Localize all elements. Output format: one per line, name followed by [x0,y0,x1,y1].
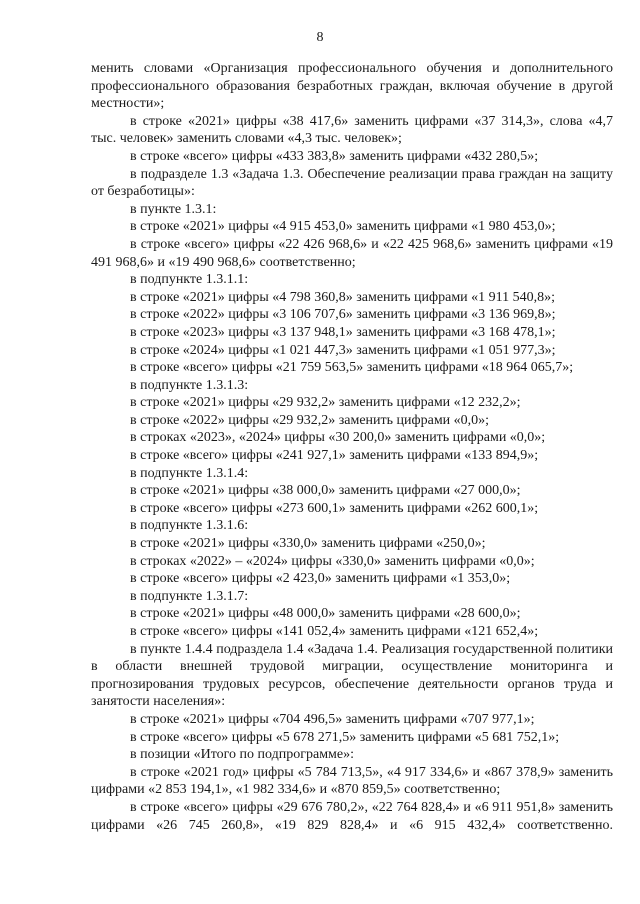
paragraph: в строке «2021» цифры «704 496,5» заменить цифрами «707 977,1»; [130,711,535,727]
paragraph: в подпункте 1.3.1.6: [130,518,249,534]
paragraph: в пункте 1.4.4 подраздела 1.4 «Задача 1.4. Реализация государственной политики в области внешней трудовой миграции, осуществление мониторинга и прогнозирования трудовых ресурсов, обеспечение деятельности органов труда и занятости населения»: [91,641,613,710]
paragraph: в строке «2021» цифры «4 915 453,0» заменить цифрами «1 980 453,0»; [130,219,556,235]
paragraph: в подпункте 1.3.1.3: [130,377,249,393]
paragraph: в подразделе 1.3 «Задача 1.3. Обеспечение реализации права граждан на защиту от безработицы»: [91,166,613,200]
paragraph: в строке «2024» цифры «1 021 447,3» заменить цифрами «1 051 977,3»; [130,342,556,358]
paragraph: в строке «2021 год» цифры «5 784 713,5», «4 917 334,6» и «867 378,9» заменить цифрами «2 853 194,1», «1 982 334,6» и «870 859,5» соответственно; [91,764,613,798]
paragraph: в строке «2022» цифры «3 106 707,6» заменить цифрами «3 136 969,8»; [130,307,556,323]
paragraph: в пункте 1.3.1: [130,201,217,217]
paragraph: в строке «всего» цифры «2 423,0» заменить цифрами «1 353,0»; [130,571,511,587]
paragraph: в строке «2021» цифры «48 000,0» заменить цифрами «28 600,0»; [130,606,521,622]
paragraph: в строках «2023», «2024» цифры «30 200,0» заменить цифрами «0,0»; [130,430,546,446]
paragraph: в строке «всего» цифры «21 759 563,5» заменить цифрами «18 964 065,7»; [130,360,574,376]
paragraph: в подпункте 1.3.1.1: [130,272,249,288]
page-number: 8 [316,30,324,45]
document-body [91,60,613,834]
paragraph: в строках «2022» – «2024» цифры «330,0» заменить цифрами «0,0»; [130,553,535,569]
paragraph: в подпункте 1.3.1.4: [130,465,249,481]
paragraph: в строке «всего» цифры «29 676 780,2», «22 764 828,4» и «6 911 951,8» заменить цифрами «26 745 260,8», «19 829 828,4» и «6 915 432,4» соответственно. [91,799,613,833]
paragraph: в позиции «Итого по подпрограмме»: [130,747,355,763]
paragraph: в строке «2021» цифры «29 932,2» заменить цифрами «12 232,2»; [130,395,521,411]
paragraph: в подпункте 1.3.1.7: [130,588,249,604]
paragraph: в строке «всего» цифры «141 052,4» заменить цифрами «121 652,4»; [130,624,539,639]
paragraph: в строке «всего» цифры «22 426 968,6» и «22 425 968,6» заменить цифрами «19 491 968,6» и «19 490 968,6» соответственно; [91,236,613,270]
paragraph: в строке «2021» цифры «4 798 360,8» заменить цифрами «1 911 540,8»; [130,289,556,305]
paragraph: в строке «2021» цифры «38 417,6» заменить цифрами «37 314,3», слова «4,7 тыс. человек» заменить словами «4,3 тыс. человек»; [91,113,613,147]
paragraph: в строке «2023» цифры «3 137 948,1» заменить цифрами «3 168 478,1»; [130,324,556,340]
paragraph: в строке «всего» цифры «5 678 271,5» заменить цифрами «5 681 752,1»; [130,729,560,745]
paragraph: в строке «2021» цифры «330,0» заменить цифрами «250,0»; [130,536,486,552]
paragraph: в строке «всего» цифры «273 600,1» заменить цифрами «262 600,1»; [130,500,539,516]
paragraph: в строке «2021» цифры «38 000,0» заменить цифрами «27 000,0»; [130,483,521,499]
paragraph: в строке «всего» цифры «241 927,1» заменить цифрами «133 894,9»; [130,448,539,464]
paragraph: в строке «2022» цифры «29 932,2» заменить цифрами «0,0»; [130,412,490,428]
paragraph: менить словами «Организация профессионального обучения и дополнительного профессионального образования безработных граждан, включая обучение в другой местности»; [91,61,613,112]
paragraph: в строке «всего» цифры «433 383,8» заменить цифрами «432 280,5»; [130,148,539,164]
